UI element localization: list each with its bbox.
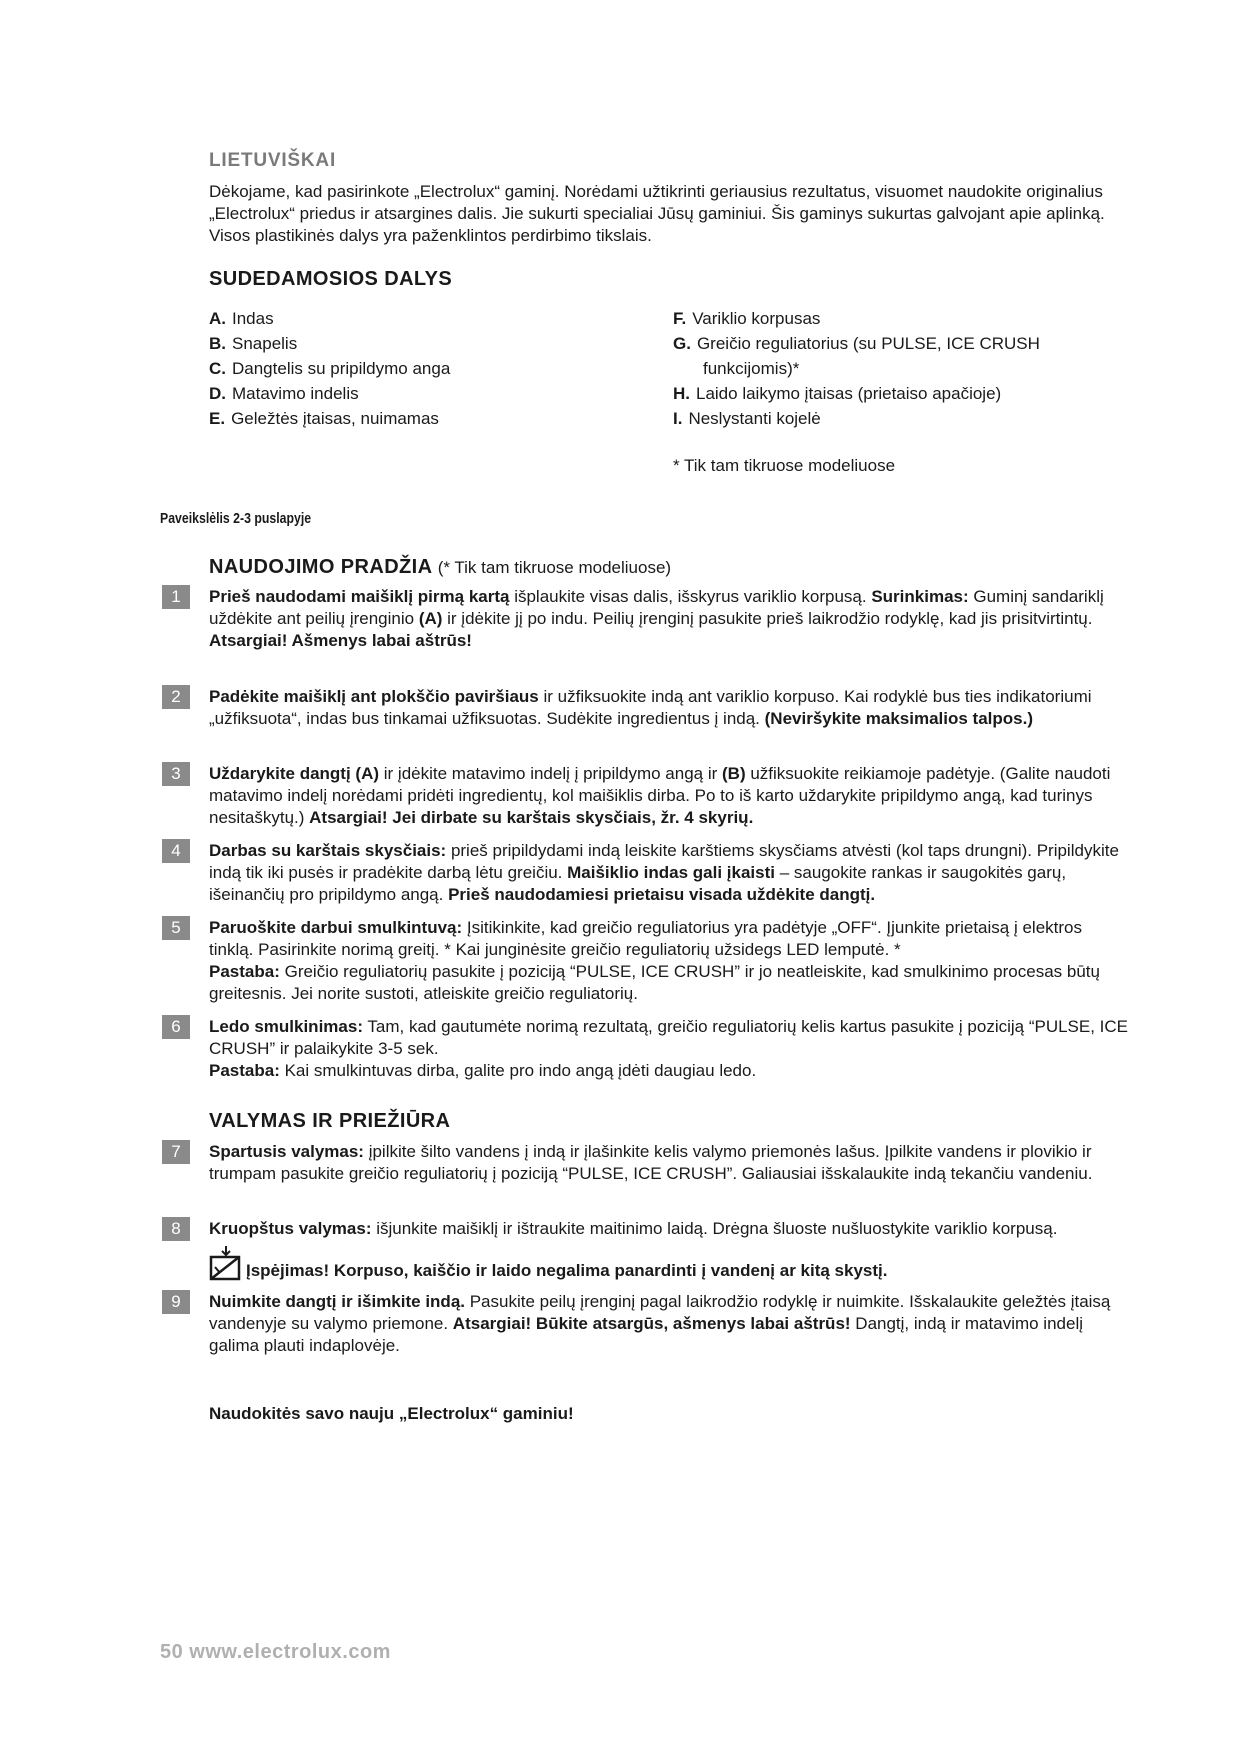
part-item: funkcijomis)* [703, 359, 800, 378]
language-heading: LIETUVIŠKAI [209, 150, 337, 171]
part-item: E. Geležtės įtaisas, nuimamas [209, 409, 439, 428]
step-4: Darbas su karštais skysčiais: prieš pripildydami indą leiskite karštiems skysčiams atvėsti (kol taps drungni). Pripildykite indą tik iki pusės ir pradėkite darbą lėtu greičiu. Maišiklio indas gali įkaisti – saugokite rankas ir saugokitės garų, išeinančių pro pripildymo angą. Prieš naudodamiesi prietaisu visada uždėkite dangtį. [209, 841, 1119, 904]
step-number-badge: 2 [162, 685, 190, 709]
step-6: Ledo smulkinimas: Tam, kad gautumėte norimą rezultatą, greičio reguliatorių kelis kartus pasukite į poziciją “PULSE, ICE CRUSH” ir palaikykite 3-5 sek. Pastaba: Kai smulkintuvas dirba, galite pro indo angą įdėti daugiau ledo. [209, 1017, 1129, 1080]
figure-reference: Paveikslėlis 2-3 puslapyje [160, 510, 312, 527]
usage-subheading: (* Tik tam tikruose modeliuose) [437, 558, 672, 577]
step-8: Kruopštus valymas: išjunkite maišiklį ir ištraukite maitinimo laidą. Drėgna šluoste nušluostykite variklio korpusą. [209, 1219, 1058, 1238]
step-number-badge: 5 [162, 916, 190, 940]
step-1: Prieš naudodami maišiklį pirmą kartą išplaukite visas dalis, išskyrus variklio korpusą. Surinkimas: Guminį sandariklį uždėkite ant peilių įrenginio (A) ir įdėkite jį po indu. Peilių įrenginį pasukite prieš laikrodžio rodyklę, kad jis prisitvirtintų. Atsargiai! Ašmenys labai aštrūs! [209, 587, 1104, 650]
no-immersion-icon [209, 1245, 243, 1281]
parts-list-right [673, 306, 1040, 431]
usage-heading: NAUDOJIMO PRADŽIA (* Tik tam tikruose modeliuose) [209, 556, 672, 578]
parts-note: * Tik tam tikruose modeliuose [673, 456, 896, 475]
part-item: C. Dangtelis su pripildymo anga [209, 359, 451, 378]
page-footer: 50 www.electrolux.com [160, 1641, 391, 1663]
parts-list-left [209, 306, 450, 431]
part-item: G. Greičio reguliatorius (su PULSE, ICE CRUSH [673, 334, 1040, 353]
step-number-badge: 7 [162, 1140, 190, 1164]
step-5: Paruoškite darbui smulkintuvą: Įsitikinkite, kad greičio reguliatorius yra padėtyje „OFF“. Įjunkite prietaisą į elektros tinklą. Pasirinkite norimą greitį. * Kai junginėsite greičio reguliatorių užsidegs LED lemputė. * Pastaba: Greičio reguliatorių pasukite į poziciją “PULSE, ICE CRUSH” ir jo neatleiskite, kad smulkinimo procesas būtų greitesnis. Jei norite sustoti, atleiskite greičio reguliatorių. [209, 918, 1100, 1003]
cleaning-heading: VALYMAS IR PRIEŽIŪRA [209, 1110, 451, 1132]
part-item: H. Laido laikymo įtaisas (prietaiso apačioje) [673, 384, 1002, 403]
step-9: Nuimkite dangtį ir išimkite indą. Pasukite peilų įrenginį pagal laikrodžio rodyklę ir nuimkite. Išskalaukite geležtės įtaisą vandenyje su valymo priemone. Atsargiai! Būkite atsargūs, ašmenys labai aštrūs! Dangtį, indą ir matavimo indelį galima plauti indaplovėje. [209, 1292, 1111, 1355]
part-item: I. Neslystanti kojelė [673, 409, 821, 428]
warning-note [209, 1245, 887, 1281]
step-2: Padėkite maišiklį ant plokščio paviršiaus ir užfiksuokite indą ant variklio korpuso. Kai rodyklė bus ties indikatoriumi „užfiksuota“, indas bus tinkamai užfiksuotas. Sudėkite ingredientus į indą. (Neviršykite maksimalios talpos.) [209, 687, 1092, 728]
parts-heading: SUDEDAMOSIOS DALYS [209, 268, 453, 290]
intro-paragraph: Dėkojame, kad pasirinkote „Electrolux“ gaminį. Norėdami užtikrinti geriausius rezultatus, visuomet naudokite originalius „Electrolux“ priedus ir atsargines dalis. Jie sukurti specialiai Jūsų gaminiui. Šis gaminys sukurtas galvojant apie aplinką. Visos plastikinės dalys yra paženklintos perdirbimo tikslais. [209, 182, 1105, 245]
step-number-badge: 9 [162, 1290, 190, 1314]
step-number-badge: 8 [162, 1217, 190, 1241]
step-number-badge: 1 [162, 585, 190, 609]
part-item: A. Indas [209, 309, 274, 328]
step-7: Spartusis valymas: įpilkite šilto vandens į indą ir įlašinkite kelis valymo priemonės lašus. Įpilkite vandens ir plovikio ir trumpam pasukite greičio reguliatorių į poziciją “PULSE, ICE CRUSH”. Galiausiai išskalaukite indą tekančiu vandeniu. [209, 1142, 1093, 1183]
warning-text: Įspėjimas! Korpuso, kaiščio ir laido negalima panardinti į vandenį ar kitą skystį. [246, 1261, 888, 1280]
part-item: B. Snapelis [209, 334, 298, 353]
part-item: D. Matavimo indelis [209, 384, 359, 403]
step-number-badge: 6 [162, 1015, 190, 1039]
closing-line: Naudokitės savo nauju „Electrolux“ gaminiu! [209, 1404, 574, 1423]
part-item: F. Variklio korpusas [673, 309, 821, 328]
step-number-badge: 3 [162, 762, 190, 786]
step-3: Uždarykite dangtį (A) ir įdėkite matavimo indelį į pripildymo angą ir (B) užfiksuokite reikiamoje padėtyje. (Galite naudoti matavimo indelį norėdami pridėti ingredientų, kol maišiklis dirba. Po to iš karto uždarykite pripildymo angą, kad turinys nesitaškytų.) Atsargiai! Jei dirbate su karštais skysčiais, žr. 4 skyrių. [209, 764, 1111, 827]
step-number-badge: 4 [162, 839, 190, 863]
